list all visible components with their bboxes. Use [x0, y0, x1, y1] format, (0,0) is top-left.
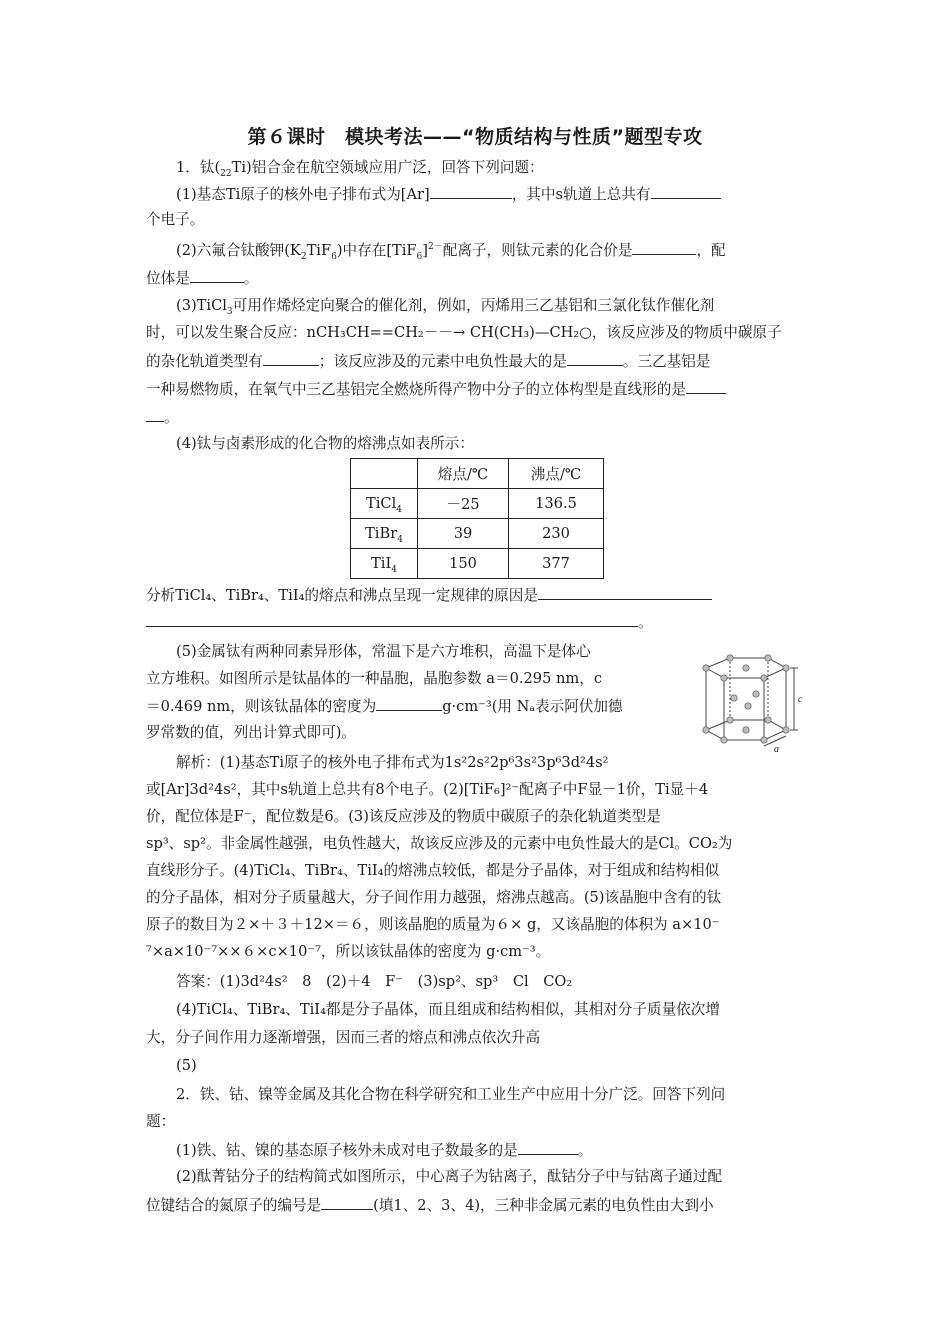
q1-part3-line5: 。 [146, 407, 179, 428]
table-row: TiBr$_4$ 39 230 [351, 519, 604, 549]
q1-part5-line2: 立方堆积。如图所示是钛晶体的一种晶胞，晶胞参数 a＝0.295 nm，c [146, 670, 603, 687]
analysis-line: 直线形分子。(4)TiCl₄、TiBr₄、TiI₄的熔沸点较低，都是分子晶体，对于组成和结构相似 [146, 862, 720, 879]
q1-part4-cont: 。 [146, 612, 653, 633]
q1-intro: 1．钛$(_{22}Ti)$铝合金在航空领域应用广泛，回答下列问题： [176, 159, 544, 179]
analysis-line: ⁷×a×10⁻⁷××６×c×10⁻⁷，所以该钛晶体的密度为 g·cm⁻³。 [146, 943, 551, 960]
answer-blank[interactable] [538, 585, 712, 600]
answer-line: (4)TiCl₄、TiBr₄、TiI₄都是分子晶体，而且组成和结构相似，其相对分子质量依次增 [176, 1001, 720, 1018]
q1-part3-line2: 时，可以发生聚合反应：nCH₃CH==CH₂－－→ CH(CH₃)—CH₂○，该反应涉及的物质中碳原子 [146, 324, 782, 341]
table-row: TiCl$_4$ －25 136.5 [351, 489, 604, 519]
figure-label-c: c [798, 694, 803, 705]
answer-blank[interactable] [190, 268, 244, 283]
answer-blank[interactable] [263, 351, 319, 366]
page-title: 第６课时 模块考法——“物质结构与性质”题型专攻 [247, 126, 703, 148]
analysis-line: 的分子晶体，相对分子质量越大，分子间作用力越强，熔沸点越高。(5)该晶胞中含有的钛 [146, 889, 722, 906]
figure-label-a: a [774, 744, 779, 755]
answer-line: 大，分子间作用力逐渐增强，因而三者的熔点和沸点依次升高 [146, 1029, 541, 1046]
hexagonal-unit-cell-figure [694, 646, 806, 756]
answer-line: 答案：(1)3d²4s² 8 (2)＋4 F⁻ (3)sp²、sp³ Cl CO₂ [176, 973, 573, 990]
q1-part3-line4: 一种易燃物质，在氧气中三乙基铝完全燃烧所得产物中分子的立体构型是直线形的是 [146, 379, 726, 400]
q2-part2: (2)酞菁钴分子的结构简式如图所示，中心离子为钴离子，酞钴分子中与钴离子通过配 [176, 1168, 723, 1185]
answer-line: (5) [176, 1057, 197, 1074]
q1-part3: (3)TiCl$_3$可用作烯烃定向聚合的催化剂，例如，丙烯用三乙基铝和三氯化钛作催化剂 [176, 297, 715, 317]
table-header-cell: 沸点/℃ [509, 459, 604, 489]
analysis-line: 原子的数目为２×＋３＋12×＝６，则该晶胞的质量为６× g，又该晶胞的体积为 a×10⁻ [146, 916, 720, 933]
analysis-line: 或[Ar]3d²4s²，其中s轨道上总共有8个电子。(2)[TiF₆]²⁻配离子中F显－1价，Ti显＋4 [146, 781, 709, 798]
answer-blank[interactable] [567, 351, 623, 366]
q1-part4-question: 分析TiCl₄、TiBr₄、TiI₄的熔点和沸点呈现一定规律的原因是 [146, 585, 712, 606]
table-header-cell: 熔点/℃ [418, 459, 509, 489]
q1-part2: (2)六氟合钛酸钾$(K_2TiF_6)$中存在$[TiF_6]^{2-}$配离子，则钛元素的化合价是 ，配 [176, 242, 726, 262]
analysis-line: 价，配位体是F⁻，配位数是6。(3)该反应涉及的物质中碳原子的杂化轨道类型是 [146, 808, 661, 825]
answer-blank[interactable] [518, 1140, 578, 1155]
q1-part3-line3: 的杂化轨道类型有 ；该反应涉及的元素中电负性最大的是 。三乙基铝是 [146, 353, 711, 370]
melting-boiling-table [350, 458, 604, 579]
q1-part1-cont: 个电子。 [146, 211, 205, 228]
answer-blank[interactable] [430, 184, 512, 199]
q2-intro: 2．铁、钴、镍等金属及其化合物在科学研究和工业生产中应用十分广泛。回答下列问 [176, 1086, 726, 1103]
q1-part2-cont: 位体是 。 [146, 270, 259, 287]
answer-blank[interactable] [376, 696, 442, 711]
analysis-line: 解析：(1)基态Ti原子的核外电子排布式为1s²2s²2p⁶3s²3p⁶3d²4s² [176, 754, 609, 771]
q2-part2-cont: 位键结合的氮原子的编号是 (填1、2、3、4)，三种非金属元素的电负性由大到小 [146, 1197, 714, 1214]
q2-part1: (1)铁、钴、镍的基态原子核外未成对电子数最多的是 。 [176, 1142, 593, 1159]
answer-blank[interactable] [686, 379, 726, 394]
answer-blank[interactable] [321, 1195, 373, 1210]
analysis-line: sp³、sp²。非金属性越强，电负性越大，故该反应涉及的元素中电负性最大的是Cl。CO₂为 [146, 835, 733, 852]
table-header-cell [351, 459, 418, 489]
answer-blank[interactable] [651, 184, 721, 199]
table-row: TiI$_4$ 150 377 [351, 549, 604, 579]
q1-part1: (1)基态Ti原子的核外电子排布式为[Ar] ，其中s轨道上总共有 [176, 184, 721, 205]
answer-blank[interactable] [146, 612, 638, 627]
answer-blank[interactable] [146, 407, 164, 422]
q1-part5-line3: ＝0.469 nm，则该钛晶体的密度为 g·cm⁻³(用 Nₐ表示阿伏加德 [146, 698, 623, 715]
q1-part4-intro: (4)钛与卤素形成的化合物的熔沸点如表所示： [176, 435, 474, 452]
q2-intro-cont: 题： [146, 1113, 176, 1130]
q1-part5: (5)金属钛有两种同素异形体，常温下是六方堆积，高温下是体心 [176, 643, 591, 660]
answer-blank[interactable] [632, 240, 696, 255]
q1-part5-line4: 罗常数的值，列出计算式即可)。 [146, 724, 357, 741]
